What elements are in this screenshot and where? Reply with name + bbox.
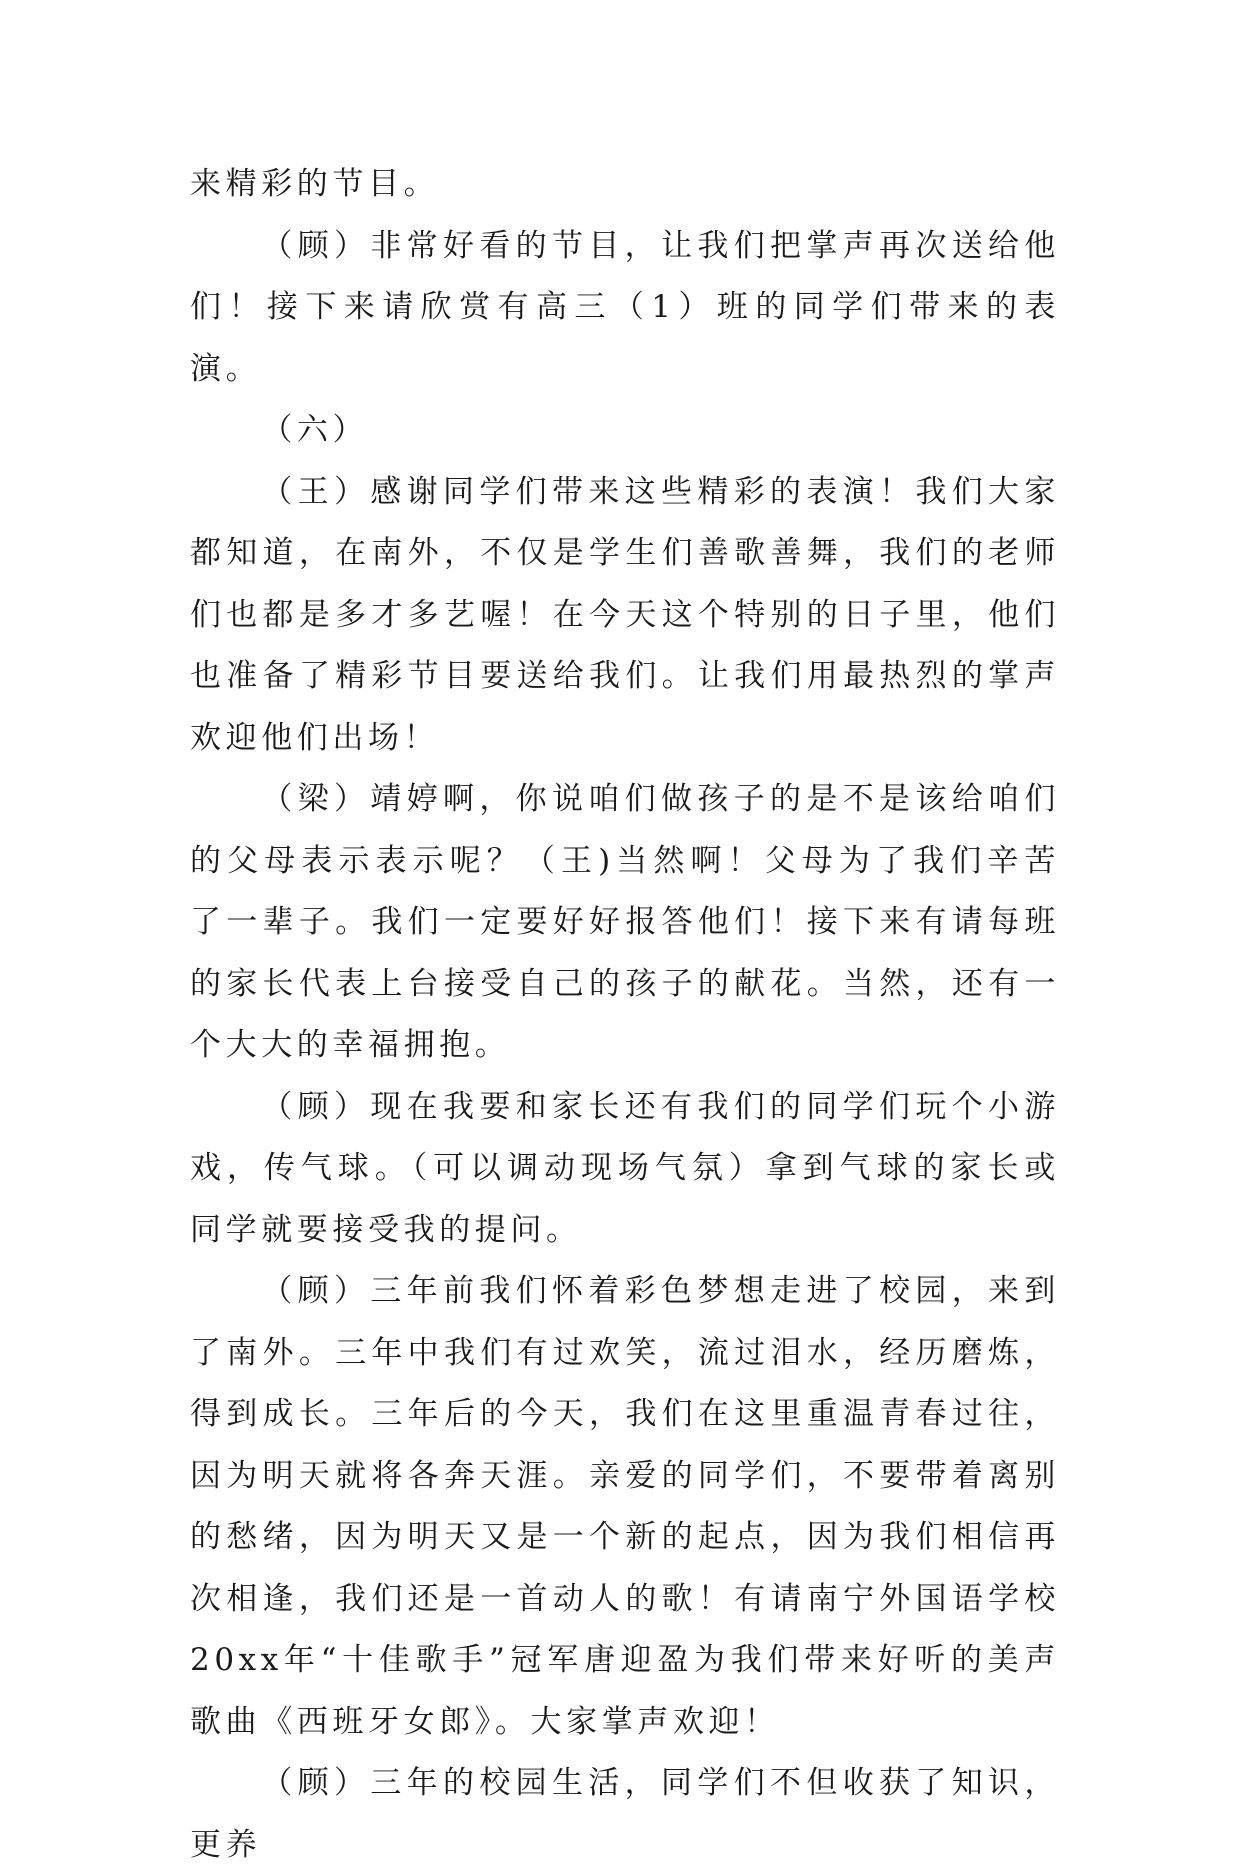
section-heading-six: （六） [261, 412, 369, 448]
paragraph-gu-applause: （顾）非常好看的节目，让我们把掌声再次送给他们！接下来请欣赏有高三（1）班的同学们带来的表演。 [190, 227, 1060, 387]
document-body [190, 154, 1060, 1876]
paragraph-gu-three-years: （顾）三年前我们怀着彩色梦想走进了校园，来到了南外。三年中我们有过欢笑，流过泪水，经历磨炼，得到成长。三年后的今天，我们在这里重温青春过往，因为明天就将各奔天涯。亲爱的同学们，不要带着离别的愁绪，因为明天又是一个新的起点，因为我们相信再次相逢，我们还是一首动人的歌！有请南宁外国语学校20xx年“十佳歌手”冠军唐迎盈为我们带来好听的美声歌曲《西班牙女郎》。大家掌声欢迎！ [190, 1273, 1060, 1740]
paragraph-gu-game: （顾）现在我要和家长还有我们的同学们玩个小游戏，传气球。（可以调动现场气氛）拿到气球的家长或同学就要接受我的提问。 [190, 1088, 1060, 1248]
paragraph-gu-campus-life: （顾）三年的校园生活，同学们不但收获了知识，更养 [190, 1765, 1060, 1863]
paragraph-liang-parents: （梁）靖婷啊，你说咱们做孩子的是不是该给咱们的父母表示表示呢？（王)当然啊！父母为了我们辛苦了一辈子。我们一定要好好报答他们！接下来有请每班的家长代表上台接受自己的孩子的献花。当然，还有一个大大的幸福拥抱。 [190, 781, 1060, 1063]
paragraph-wang-teachers: （王）感谢同学们带来这些精彩的表演！我们大家都知道，在南外，不仅是学生们善歌善舞，我们的老师们也都是多才多艺喔！在今天这个特别的日子里，他们也准备了精彩节目要送给我们。让我们用最热烈的掌声欢迎他们出场！ [190, 473, 1060, 756]
paragraph-continuation: 来精彩的节目。 [190, 166, 440, 202]
